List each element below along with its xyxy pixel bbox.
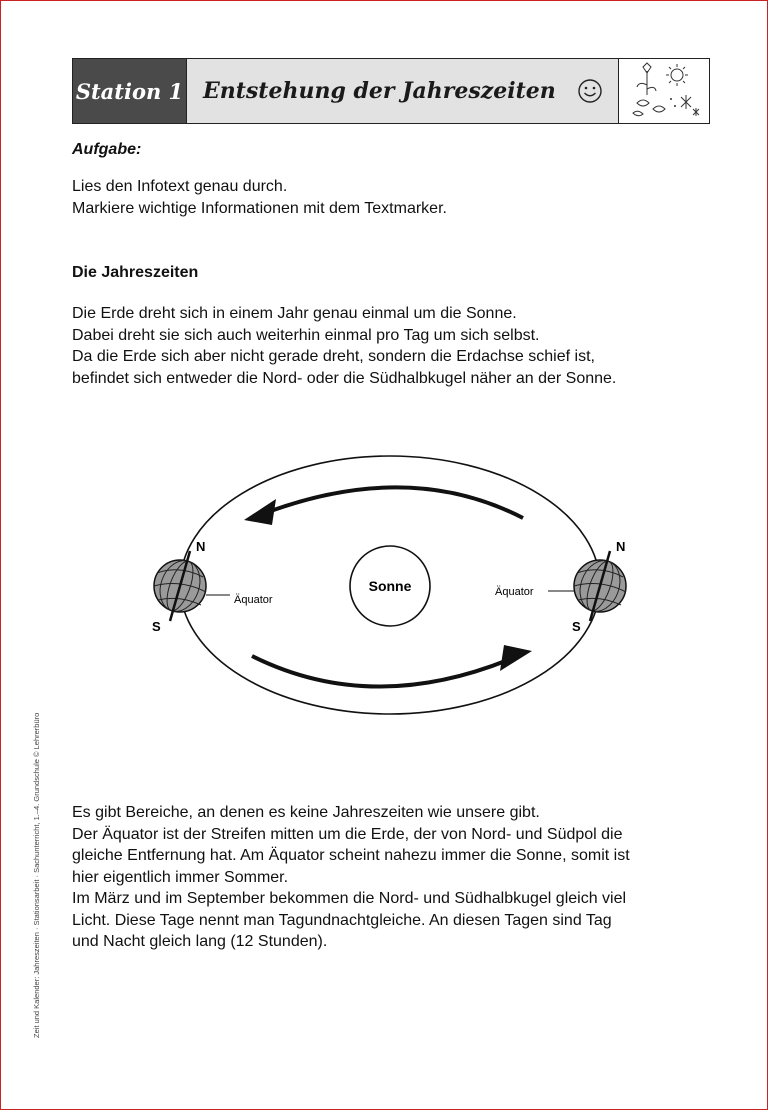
section-heading: Die Jahreszeiten <box>72 264 199 281</box>
earth-right <box>573 551 626 621</box>
section-line: Dabei dreht sie sich auch weiterhin einmal pro Tag um sich selbst. <box>72 326 540 344</box>
section-line: Die Erde dreht sich in einem Jahr genau einmal um die Sonne. <box>72 305 517 322</box>
side-credit: Zeit und Kalender: Jahreszeiten · Stationsarbeit · Sachunterricht, 1.–4. Grundschule © Lehrerbüro <box>32 712 41 1038</box>
task-line: Markiere wichtige Informationen mit dem Textmarker. <box>72 199 447 217</box>
title-box <box>187 59 619 123</box>
task-label: Aufgabe: <box>72 141 142 158</box>
body-line: hier eigentlich immer Sommer. <box>72 868 289 886</box>
worksheet-header <box>72 58 710 124</box>
body-text <box>72 802 630 953</box>
south-label-right: S <box>572 619 581 634</box>
seasons-icon <box>619 59 707 122</box>
body-line: Im März und im September bekommen die Nord- und Südhalbkugel gleich viel <box>72 890 627 907</box>
equator-label-right: Äquator <box>495 586 534 598</box>
orbit-arrowhead-bottom <box>500 645 532 671</box>
equator-label-left: Äquator <box>234 594 273 606</box>
north-label-right: N <box>616 539 626 554</box>
station-label: Station 1 <box>73 59 187 123</box>
body-line: und Nacht gleich lang (12 Stunden). <box>72 933 328 950</box>
south-label-left: S <box>152 619 161 634</box>
orbit-diagram <box>140 445 640 715</box>
earth-left <box>153 551 206 621</box>
body-line: Licht. Diese Tage nennt man Tagundnachtgleiche. An diesen Tagen sind Tag <box>72 911 612 929</box>
task-line: Lies den Infotext genau durch. <box>72 178 288 195</box>
section-line: Da die Erde sich aber nicht gerade dreht, sondern die Erdachse schief ist, <box>72 348 595 365</box>
section-line: befindet sich entweder die Nord- oder die Südhalbkugel näher an der Sonne. <box>72 369 617 387</box>
orbit-arrowhead-top <box>244 499 276 525</box>
sun-label: Sonne <box>368 578 412 594</box>
orbit-arrow-bottom <box>252 656 508 687</box>
body-line: gleiche Entfernung hat. Am Äquator scheint nahezu immer die Sonne, somit ist <box>72 847 630 864</box>
task-text <box>72 176 447 219</box>
seasons-decoration <box>619 59 709 123</box>
worksheet-title: Entstehung der Jahreszeiten <box>203 78 556 104</box>
body-line: Es gibt Bereiche, an denen es keine Jahreszeiten wie unsere gibt. <box>72 804 540 821</box>
north-label-left: N <box>196 539 206 554</box>
orbit-arrow-top <box>268 487 523 518</box>
smiley-icon <box>576 77 604 105</box>
section-text <box>72 303 616 389</box>
body-line: Der Äquator ist der Streifen mitten um die Erde, der von Nord- und Südpol die <box>72 825 623 843</box>
